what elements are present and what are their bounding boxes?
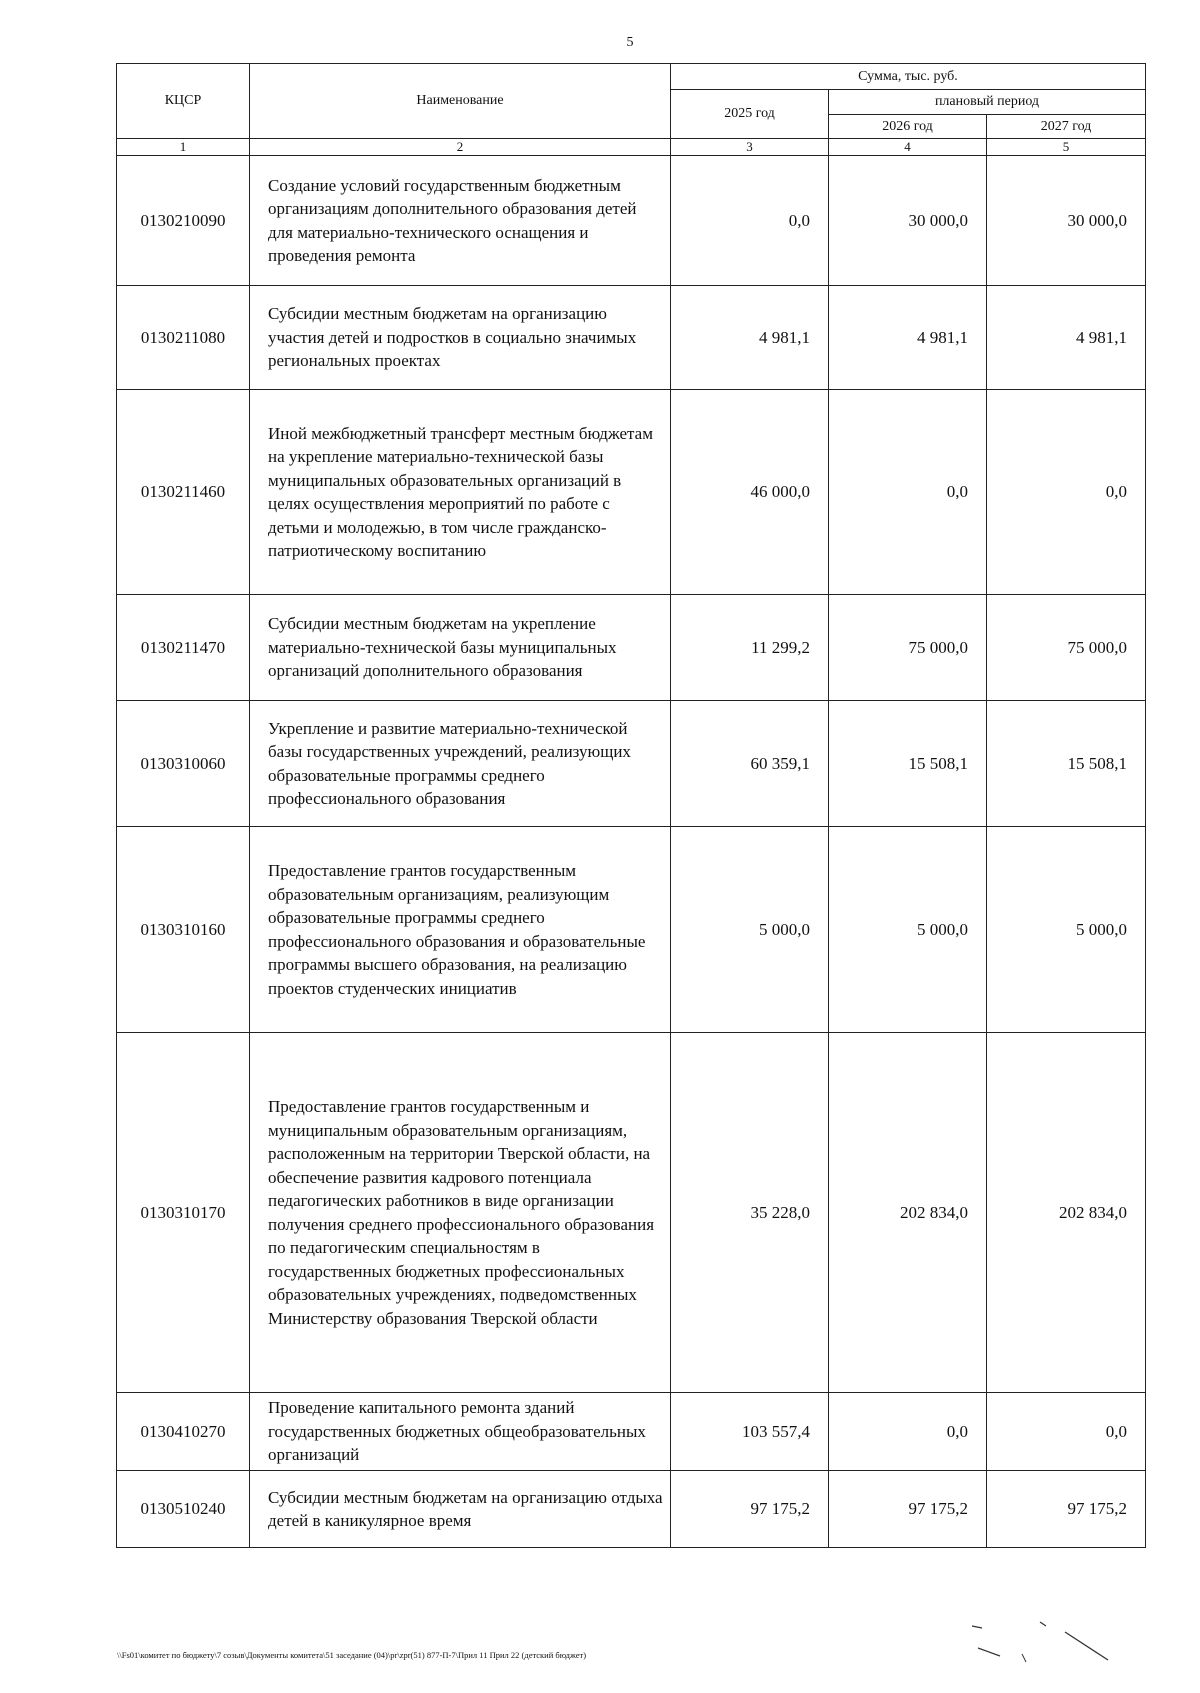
row-name: Предоставление грантов государственным и муниципальным образовательным организациям, расположенным на территории Тверской области, на обеспечение развития кадрового потенциала педагогических работников в виде организации получения среднего профессионального образования по педагогическим специальностям в государственных бюджетных профессиональных образовательных учреждениях, подведомственных Министерству образования Тверской области	[250, 1033, 671, 1393]
row-code: 0130211460	[117, 390, 250, 595]
table-row	[117, 390, 1146, 595]
row-amount-2026: 75 000,0	[829, 595, 987, 701]
table-row	[117, 701, 1146, 827]
row-code: 0130310170	[117, 1033, 250, 1393]
header-kcsr: КЦСР	[117, 64, 250, 139]
row-code: 0130510240	[117, 1471, 250, 1548]
row-code: 0130211470	[117, 595, 250, 701]
table-body	[117, 156, 1146, 1548]
row-amount-2025: 5 000,0	[671, 827, 829, 1033]
row-amount-2026: 15 508,1	[829, 701, 987, 827]
table-row	[117, 595, 1146, 701]
row-name: Иной межбюджетный трансферт местным бюджетам на укрепление материально-технической базы муниципальных образовательных организаций в целях осуществления мероприятий по работе с детьми и молодежью, в том числе гражданско-патриотическому воспитанию	[250, 390, 671, 595]
header-year-2025: 2025 год	[671, 90, 829, 139]
row-amount-2027: 4 981,1	[987, 286, 1146, 390]
row-amount-2025: 46 000,0	[671, 390, 829, 595]
header-year-2027: 2027 год	[987, 115, 1146, 139]
row-name: Субсидии местным бюджетам на укрепление материально-технической базы муниципальных организаций дополнительного образования	[250, 595, 671, 701]
column-index-row	[117, 139, 1146, 156]
table-row	[117, 1471, 1146, 1548]
table-row	[117, 1393, 1146, 1471]
table-row	[117, 1033, 1146, 1393]
row-amount-2027: 0,0	[987, 390, 1146, 595]
header-name: Наименование	[250, 64, 671, 139]
row-name: Субсидии местным бюджетам на организацию отдыха детей в каникулярное время	[250, 1471, 671, 1548]
column-index: 3	[671, 139, 829, 156]
row-amount-2027: 202 834,0	[987, 1033, 1146, 1393]
row-code: 0130410270	[117, 1393, 250, 1471]
row-code: 0130310160	[117, 827, 250, 1033]
column-index: 4	[829, 139, 987, 156]
row-code: 0130310060	[117, 701, 250, 827]
scan-marks	[960, 1610, 1120, 1690]
row-amount-2027: 75 000,0	[987, 595, 1146, 701]
row-code: 0130211080	[117, 286, 250, 390]
header-planned-period: плановый период	[829, 90, 1146, 115]
table-row	[117, 156, 1146, 286]
row-amount-2026: 202 834,0	[829, 1033, 987, 1393]
row-amount-2026: 5 000,0	[829, 827, 987, 1033]
row-amount-2025: 4 981,1	[671, 286, 829, 390]
row-amount-2026: 0,0	[829, 1393, 987, 1471]
row-amount-2025: 35 228,0	[671, 1033, 829, 1393]
footer-file-path: \\Fs01\комитет по бюджету\7 созыв\Документы комитета\51 заседание (04)\pr\zpr(51) 877-П-7\Прил 11 Прил 22 (детский бюджет)	[117, 1650, 587, 1660]
row-amount-2027: 5 000,0	[987, 827, 1146, 1033]
column-index: 1	[117, 139, 250, 156]
row-amount-2027: 15 508,1	[987, 701, 1146, 827]
row-amount-2026: 97 175,2	[829, 1471, 987, 1548]
row-name: Создание условий государственным бюджетным организациям дополнительного образования детей для материально-технического оснащения и проведения ремонта	[250, 156, 671, 286]
row-amount-2025: 60 359,1	[671, 701, 829, 827]
row-name: Предоставление грантов государственным образовательным организациям, реализующим образовательные программы среднего профессионального образования и образовательные программы высшего образования, на реализацию проектов студенческих инициатив	[250, 827, 671, 1033]
row-amount-2027: 0,0	[987, 1393, 1146, 1471]
budget-table	[116, 63, 1146, 1548]
row-code: 0130210090	[117, 156, 250, 286]
row-amount-2026: 0,0	[829, 390, 987, 595]
table-header	[117, 64, 1146, 156]
header-sum: Сумма, тыс. руб.	[671, 64, 1146, 90]
table-row	[117, 286, 1146, 390]
row-amount-2025: 103 557,4	[671, 1393, 829, 1471]
table-row	[117, 827, 1146, 1033]
row-name: Проведение капитального ремонта зданий государственных бюджетных общеобразовательных организаций	[250, 1393, 671, 1471]
row-amount-2025: 11 299,2	[671, 595, 829, 701]
row-name: Укрепление и развитие материально-технической базы государственных учреждений, реализующих образовательные программы среднего профессионального образования	[250, 701, 671, 827]
column-index: 2	[250, 139, 671, 156]
row-amount-2025: 0,0	[671, 156, 829, 286]
row-amount-2026: 30 000,0	[829, 156, 987, 286]
header-year-2026: 2026 год	[829, 115, 987, 139]
row-amount-2027: 97 175,2	[987, 1471, 1146, 1548]
page-number: 5	[626, 35, 634, 50]
row-amount-2026: 4 981,1	[829, 286, 987, 390]
row-amount-2027: 30 000,0	[987, 156, 1146, 286]
row-amount-2025: 97 175,2	[671, 1471, 829, 1548]
column-index: 5	[987, 139, 1146, 156]
row-name: Субсидии местным бюджетам на организацию участия детей и подростков в социально значимых региональных проектах	[250, 286, 671, 390]
